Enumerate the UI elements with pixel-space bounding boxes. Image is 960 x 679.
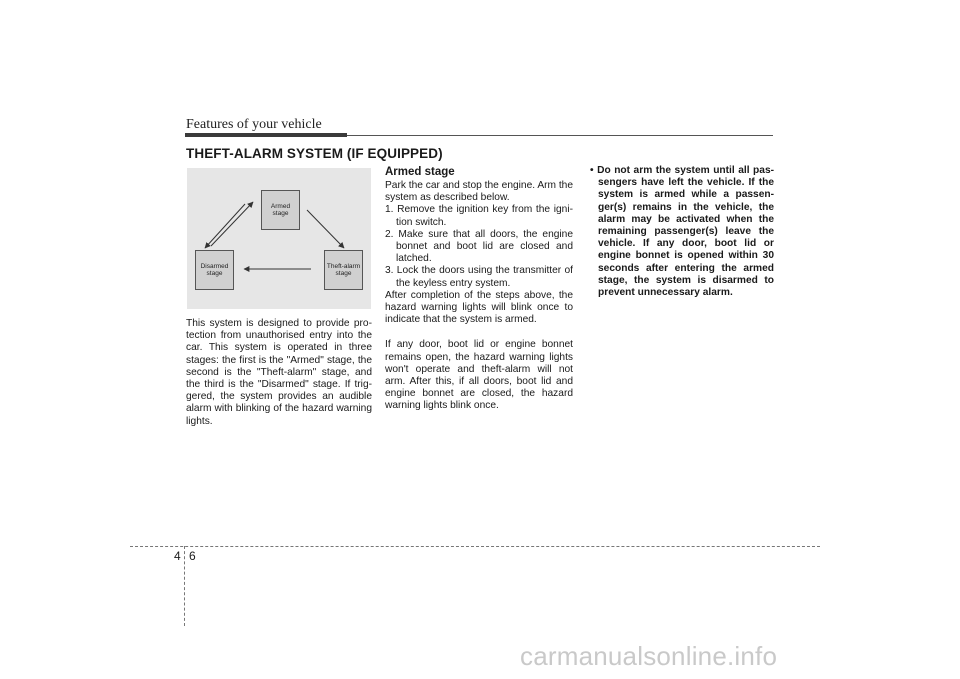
page-header-title: Features of your vehicle [186,117,322,132]
warning-text: Do not arm the system until all pas-sengers have left the vehicle. If the system is armed while a passen-ger(s) remains in the vehicle, the alarm may be activated when the remaining passenger(s) leave the vehicle. If any door, boot lid or engine bonnet is opened within 30 seconds after entering the armed stage, the system is disarmed to prevent unnecessary alarm. [597,165,774,299]
bullet-icon: • [590,165,594,176]
armed-stage-body [385,180,573,413]
disarmed-stage-label-2: stage [206,270,223,277]
section-title: THEFT-ALARM SYSTEM (IF EQUIPPED) [186,146,443,161]
header-rule-thin [347,135,773,136]
chapter-number: 4 [174,549,181,563]
watermark: carmanualsonline.info [520,641,778,671]
armed-step-2: 2. Make sure that all doors, the engine bonnet and boot lid are closed and latched. [385,228,573,265]
arrow-armed-to-disarmed [205,204,245,248]
armed-stage-title: Armed stage [385,166,455,178]
armed-stage-intro: Park the car and stop the engine. Arm the system as described below. [385,180,574,204]
disarmed-stage-label-1: Disarmed [200,262,229,270]
footer-vertical-divider [184,546,185,626]
arrow-disarmed-to-armed [211,202,253,246]
arrow-armed-to-theft [307,210,344,248]
warning-item [586,165,774,299]
page-number: 6 [189,549,196,563]
armed-step-3: 3. Lock the doors using the transmitter of the keyless entry system. [385,265,573,289]
armed-stage-label-1: Armed [270,202,291,210]
footer-divider [130,546,820,547]
intro-paragraph: This system is designed to provide pro-tection from unauthorised entry into the car. This system is operated in three stages: the first is the "Armed" stage, the second is the "Theft-alarm" stage, and the third is the "Disarmed" stage. If trig-gered, the system provides an audible alarm with blinking of the hazard warning lights. [186,318,372,427]
diagram-arrows [187,168,371,309]
armed-stage-note: If any door, boot lid or engine bonnet remains open, the hazard warning lights won't operate and theft-alarm will not arm. After this, if all doors, boot lid and engine bonnet are closed, the hazard warning lights blink once. [385,339,573,412]
theft-alarm-stage-label-2: stage [335,270,352,277]
theft-alarm-stage-label-1: Theft-alarm [326,262,361,270]
header-rule-thick [185,133,347,137]
armed-stage-after: After completion of the steps above, the hazard warning lights will blink once to indicate that the system is armed. [385,289,573,326]
alarm-stage-diagram [187,168,371,309]
armed-stage-label-2: stage [272,210,289,217]
armed-step-1: 1. Remove the ignition key from the igni-tion switch. [385,204,573,228]
